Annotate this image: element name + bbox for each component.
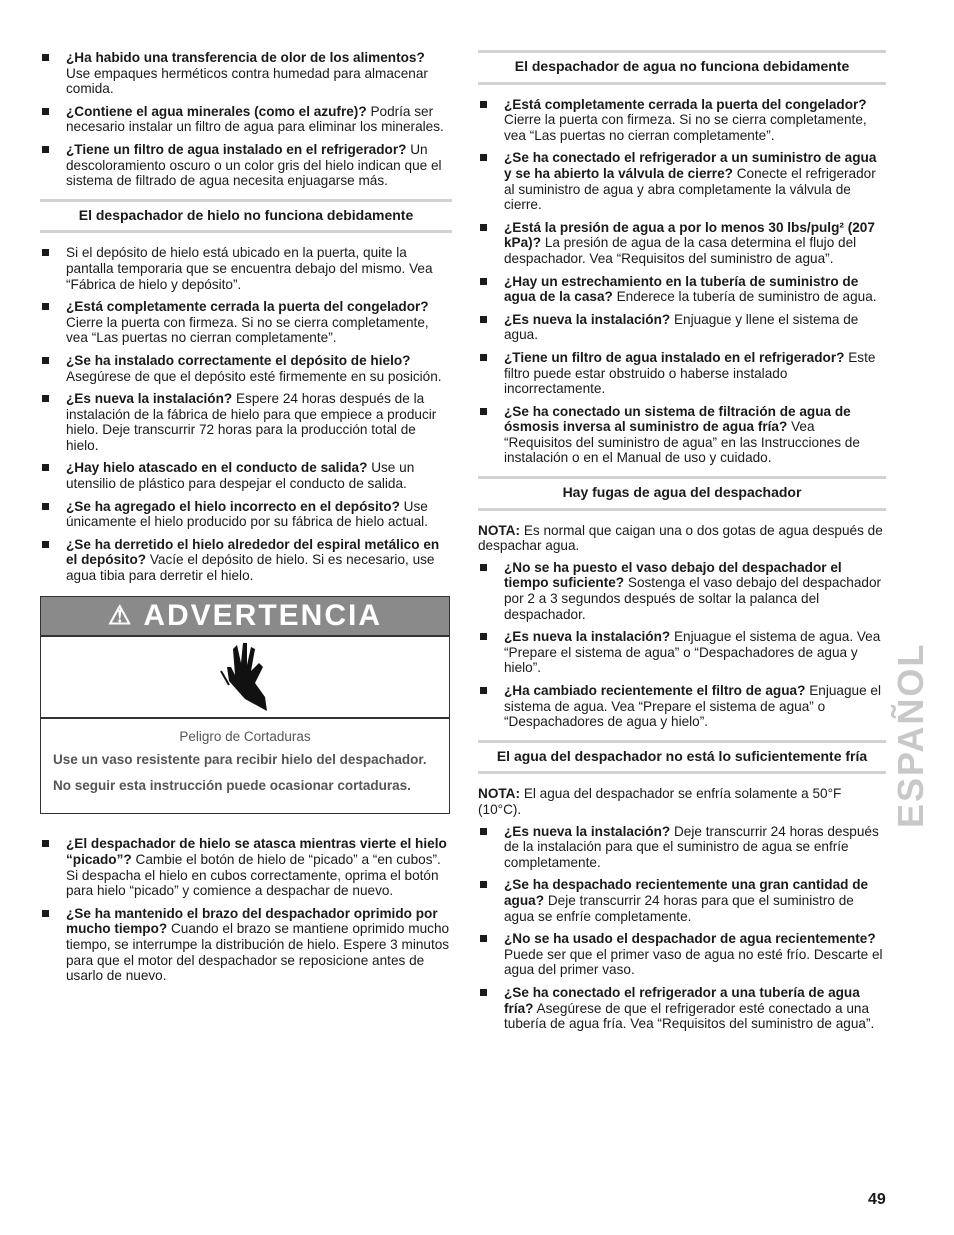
right-column — [478, 50, 886, 1039]
question-text: ¿Está la presión de agua a por lo menos 30 lbs/pulg² (207 kPa)? — [504, 219, 875, 251]
list-item — [478, 683, 886, 730]
warning-header-text: ADVERTENCIA — [143, 598, 382, 632]
answer-text: Use empaques herméticos contra humedad para almacenar comida. — [66, 65, 428, 97]
answer-text: Cierre la puerta con firmeza. Si no se cierra completamente, vea “Las puertas no cierran completamente”. — [504, 112, 867, 143]
list-item — [478, 877, 886, 924]
answer-text: La presión de agua de la casa determina el flujo del despachador. Vea “Requisitos del suministro de agua”. — [504, 235, 857, 266]
question-text: ¿Es nueva la instalación? — [66, 391, 233, 407]
list-item — [478, 404, 886, 466]
list-item — [40, 391, 452, 453]
bullet-icon — [480, 408, 487, 415]
leak-note — [478, 523, 886, 554]
bullet-icon — [480, 564, 487, 571]
answer-text: Deje transcurrir 24 horas después de la instalación para que el suministro de agua se enfríe completamente. — [504, 823, 879, 870]
bullet-icon — [42, 395, 49, 402]
page-number: 49 — [868, 1191, 886, 1208]
list-item — [478, 985, 886, 1032]
answer-text: Si el depósito de hielo está ubicado en la puerta, quite la pantalla temporaria que se encuentra debajo del mismo. Vea “Fábrica de hielo y depósito”. — [66, 245, 433, 292]
bullet-icon — [480, 354, 487, 361]
bullet-icon — [42, 357, 49, 364]
leak-note-text: Es normal que caigan una o dos gotas de agua después de despachar agua. — [478, 522, 883, 554]
answer-text: Deje transcurrir 24 horas para que el suministro de agua se enfríe completamente. — [504, 892, 854, 924]
cold-water-list — [478, 824, 886, 1032]
water-dispenser-list — [478, 97, 886, 466]
bullet-icon — [480, 687, 487, 694]
list-item — [478, 629, 886, 676]
question-text: ¿Ha habido una transferencia de olor de los alimentos? — [66, 50, 425, 65]
leak-list — [478, 560, 886, 730]
list-item — [478, 824, 886, 871]
answer-text: Asegúrese de que el depósito esté firmemente en su posición. — [66, 368, 442, 384]
answer-text: Podría ser necesario instalar un filtro de agua para eliminar los minerales. — [66, 103, 444, 135]
warning-instruction: Use un vaso resistente para recibir hielo del despachador. — [53, 752, 427, 768]
list-item — [40, 906, 452, 984]
answer-text: Conecte el refrigerador al suministro de agua y abra completamente la válvula de cierre. — [504, 165, 876, 213]
bullet-icon — [480, 224, 487, 231]
warning-body — [41, 719, 449, 814]
question-text: ¿Se ha conectado el refrigerador a un suministro de agua y se ha abierto la válvula de cierre? — [504, 150, 877, 181]
warning-consequence: No seguir esta instrucción puede ocasionar cortaduras. — [53, 777, 411, 793]
bullet-icon — [42, 54, 49, 61]
warning-icon-row — [41, 637, 449, 719]
list-item — [478, 350, 886, 397]
question-text: ¿Está completamente cerrada la puerta del congelador? — [66, 299, 429, 315]
bullet-icon — [480, 278, 487, 285]
answer-text: Use un utensilio de plástico para despejar el conducto de salida. — [66, 460, 415, 492]
warning-header — [41, 597, 449, 637]
question-text: ¿Hay hielo atascado en el conducto de salida? — [66, 460, 368, 476]
bullet-icon — [42, 464, 49, 471]
bullet-icon — [42, 249, 49, 256]
question-text: ¿Se ha despachado recientemente una gran cantidad de agua? — [504, 877, 869, 908]
list-item — [478, 97, 886, 144]
answer-text: Asegúrese de que el refrigerador esté conectado a una tubería de agua fría. Vea “Requisitos del suministro de agua”. — [504, 1000, 875, 1032]
list-item — [478, 931, 886, 978]
question-text: ¿No se ha puesto el vaso debajo del despachador el tiempo suficiente? — [504, 559, 842, 591]
list-item — [40, 245, 452, 292]
bullet-icon — [42, 910, 49, 917]
answer-text: Use únicamente el hielo producido por su fábrica de hielo actual. — [66, 498, 428, 530]
question-text: ¿Es nueva la instalación? — [504, 629, 671, 645]
left-column — [40, 50, 452, 991]
intro-list — [40, 50, 452, 189]
answer-text: Espere 24 horas después de la instalación de la fábrica de hielo para que empiece a producir hielo. Deje transcurrir 72 horas para la producción total de hielo. — [66, 391, 437, 453]
bullet-icon — [480, 989, 487, 996]
answer-text: Vacíe el depósito de hielo. Si es necesario, use agua tibia para derretir el hielo. — [66, 552, 435, 584]
bullet-icon — [480, 633, 487, 640]
question-text: ¿Contiene el agua minerales (como el azufre)? — [66, 103, 367, 119]
bullet-icon — [42, 108, 49, 115]
list-item — [40, 50, 452, 97]
bullet-icon — [42, 146, 49, 153]
answer-text: Vea “Requisitos del suministro de agua” en las Instrucciones de instalación o en el Manual de uso y cuidado. — [504, 419, 860, 466]
answer-text: Un descoloramiento oscuro o un color gris del hielo indican que el sistema de filtrado de agua necesita enjuagarse más. — [66, 141, 442, 189]
cold-note-label: NOTA: — [478, 786, 521, 802]
list-item — [40, 836, 452, 898]
answer-text: Enjuague y llene el sistema de agua. — [504, 311, 859, 343]
bullet-icon — [42, 503, 49, 510]
list-item — [40, 460, 452, 491]
answer-text: Cambie el botón de hielo de “picado” a “en cubos”. Si despacha el hielo en cubos correctamente, oprima el botón para hielo “picado” y comience a despachar de nuevo. — [66, 852, 441, 899]
answer-text: Cuando el brazo se mantiene oprimido mucho tiempo, se interrumpe la distribución de hielo. Espere 3 minutos para que el motor del despachador se reposicione antes de usarlo de nuevo. — [66, 921, 450, 984]
question-text: ¿Se ha conectado un sistema de filtración de agua de ósmosis inversa al suministro de agua fría? — [504, 403, 851, 435]
cut-hazard-hand-icon — [215, 641, 275, 713]
answer-text: Puede ser que el primer vaso de agua no esté frío. Descarte el agua del primer vaso. — [504, 946, 883, 978]
cold-note — [478, 786, 886, 817]
bullet-icon — [480, 316, 487, 323]
bullet-icon — [480, 154, 487, 161]
question-text: ¿Hay un estrechamiento en la tubería de suministro de agua de la casa? — [504, 273, 859, 305]
answer-text: Cierre la puerta con firmeza. Si no se cierra completamente, vea “Las puertas no cierran completamente”. — [66, 314, 429, 346]
list-item — [40, 537, 452, 584]
answer-text: Enjuague el sistema de agua. Vea “Prepare el sistema de agua” o “Despachadores de agua y hielo”. — [504, 629, 881, 676]
list-item — [478, 312, 886, 343]
list-item — [478, 220, 886, 267]
question-text: ¿Se ha derretido el hielo alrededor del espiral metálico en el depósito? — [66, 536, 440, 568]
bullet-icon — [480, 881, 487, 888]
list-item — [478, 274, 886, 305]
cold-note-text: El agua del despachador se enfría solamente a 50°F (10°C). — [478, 786, 842, 817]
bullet-icon — [480, 101, 487, 108]
cold-water-heading: El agua del despachador no está lo suficientemente fría — [478, 740, 886, 775]
bullet-icon — [480, 828, 487, 835]
question-text: ¿Ha cambiado recientemente el filtro de agua? — [504, 683, 806, 698]
list-item — [40, 299, 452, 346]
question-text: ¿No se ha usado el despachador de agua recientemente? — [504, 931, 876, 947]
bullet-icon — [42, 840, 49, 847]
bullet-icon — [42, 303, 49, 310]
question-text: ¿Es nueva la instalación? — [504, 311, 671, 327]
answer-text: Este filtro puede estar obstruido o haberse instalado incorrectamente. — [504, 349, 876, 397]
list-item — [40, 353, 452, 384]
question-text: ¿Se ha instalado correctamente el depósito de hielo? — [66, 352, 411, 368]
question-text: ¿Se ha agregado el hielo incorrecto en el depósito? — [66, 498, 400, 514]
warning-triangle-icon: ⚠ — [108, 599, 134, 630]
question-text: ¿Tiene un filtro de agua instalado en el refrigerador? — [66, 141, 407, 157]
answer-text: Sostenga el vaso debajo del despachador por 2 a 3 segundos después de soltar la palanca del despachador. — [504, 575, 882, 622]
list-item — [478, 560, 886, 622]
bullet-icon — [480, 935, 487, 942]
question-text: ¿Es nueva la instalación? — [504, 823, 671, 839]
water-dispenser-heading: El despachador de agua no funciona debidamente — [478, 50, 886, 85]
language-side-tab: ESPAÑOL — [890, 642, 931, 828]
question-text: ¿Tiene un filtro de agua instalado en el refrigerador? — [504, 349, 845, 365]
ice-dispenser-list — [40, 245, 452, 583]
list-item — [478, 150, 886, 212]
bullet-icon — [42, 541, 49, 548]
answer-text: Enderece la tubería de suministro de agua. — [616, 289, 877, 305]
leak-heading: Hay fugas de agua del despachador — [478, 476, 886, 511]
ice-dispenser-list-continued — [40, 836, 452, 983]
question-text: ¿Se ha conectado el refrigerador a una tubería de agua fría? — [504, 984, 860, 1016]
question-text: ¿Se ha mantenido el brazo del despachador oprimido por mucho tiempo? — [66, 905, 438, 937]
warning-box — [40, 596, 450, 815]
leak-note-label: NOTA: — [478, 522, 521, 538]
answer-text: Enjuague el sistema de agua. Vea “Prepare el sistema de agua” o “Despachadores de agua y hielo”. — [504, 683, 881, 730]
question-text: ¿Está completamente cerrada la puerta del congelador? — [504, 96, 867, 112]
question-text: ¿El despachador de hielo se atasca mientras vierte el hielo “picado”? — [66, 836, 447, 867]
warning-title: Peligro de Cortaduras — [179, 728, 311, 744]
ice-dispenser-heading: El despachador de hielo no funciona debidamente — [40, 199, 452, 234]
list-item — [40, 142, 452, 189]
list-item — [40, 499, 452, 530]
list-item — [40, 104, 452, 135]
